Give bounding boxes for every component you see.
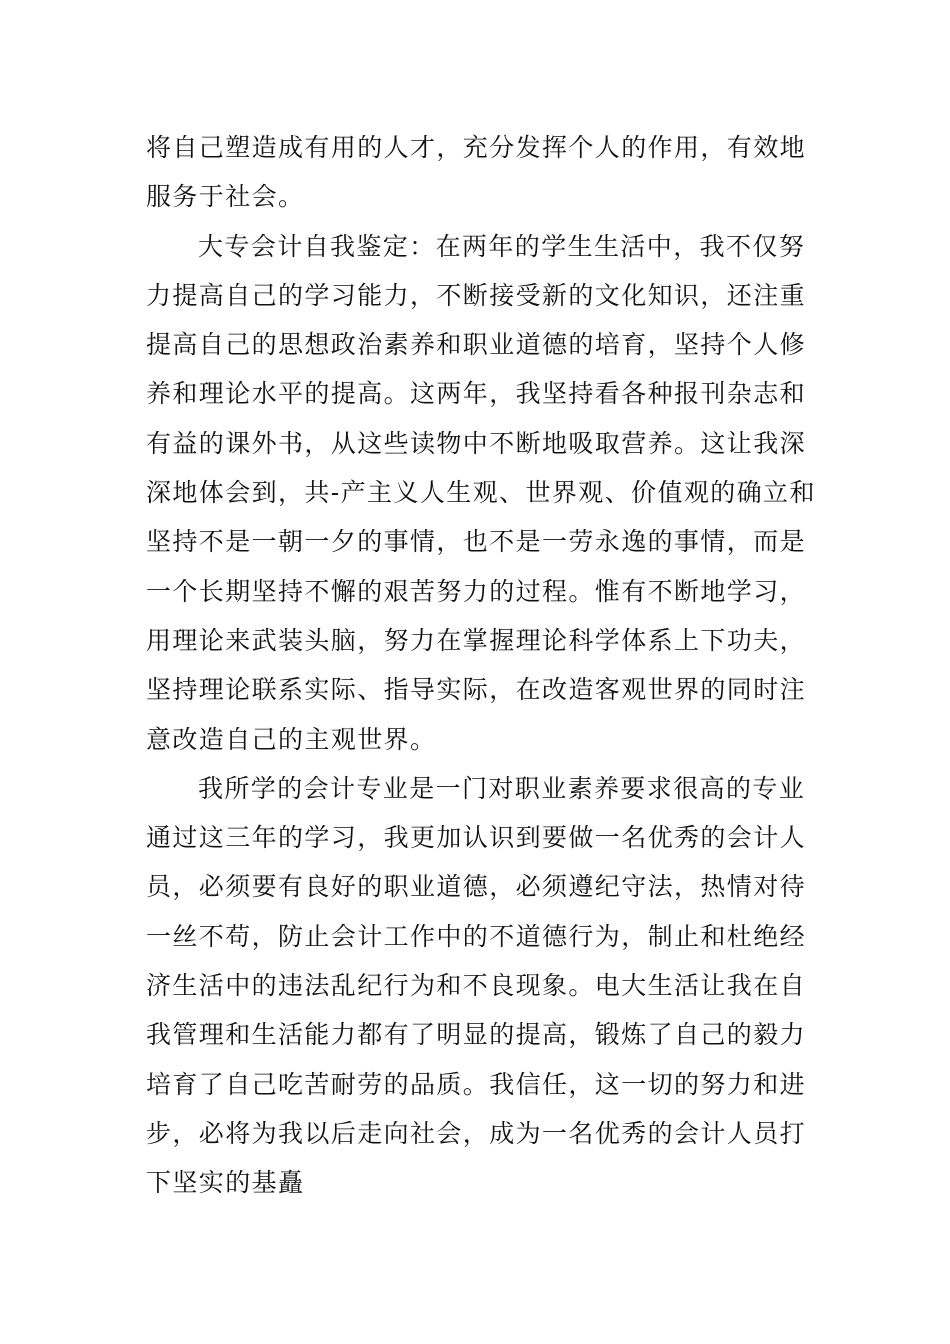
text-line: 有益的课外书，从这些读物中不断地吸取营养。这让我深 [146, 428, 807, 458]
paragraph-start-line: 大专会计自我鉴定：在两年的学生生活中，我不仅努 [198, 231, 806, 261]
text-line: 培育了自己吃苦耐劳的品质。我信任，这一切的努力和进 [146, 1069, 807, 1099]
text-line: 提高自己的思想政治素养和职业道德的培育，坚持个人修 [146, 330, 807, 360]
text-line: 坚持不是一朝一夕的事情，也不是一劳永逸的事情，而是 [146, 527, 807, 557]
text-line: 通过这三年的学习，我更加认识到要做一名优秀的会计人 [146, 823, 807, 853]
text-line: 下坚实的基矗 [146, 1168, 305, 1198]
text-line: 深地体会到，共-产主义人生观、世界观、价值观的确立和 [146, 478, 816, 508]
text-line: 坚持理论联系实际、指导实际，在改造客观世界的同时注 [146, 675, 807, 705]
paragraph-start-line: 我所学的会计专业是一门对职业素养要求很高的专业 [198, 773, 806, 803]
text-line: 一个长期坚持不懈的艰苦努力的过程。惟有不断地学习， [146, 576, 807, 606]
text-line: 养和理论水平的提高。这两年，我坚持看各种报刊杂志和 [146, 379, 807, 409]
text-line: 用理论来武装头脑，努力在掌握理论科学体系上下功夫， [146, 625, 807, 655]
text-line: 济生活中的违法乱纪行为和不良现象。电大生活让我在自 [146, 971, 807, 1001]
document-body-text [146, 123, 816, 1208]
text-line: 步，必将为我以后走向社会，成为一名优秀的会计人员打 [146, 1118, 807, 1148]
text-line: 将自己塑造成有用的人才，充分发挥个人的作用，有效地 [146, 133, 807, 162]
text-line: 意改造自己的主观世界。 [146, 724, 437, 754]
text-line: 一丝不苟，防止会计工作中的不道德行为，制止和杜绝经 [146, 921, 807, 951]
text-line: 我管理和生活能力都有了明显的提高，锻炼了自己的毅力 [146, 1020, 807, 1050]
text-line: 员，必须要有良好的职业道德，必须遵纪守法，热情对待 [146, 872, 807, 902]
text-line: 服务于社会。 [146, 182, 305, 212]
text-line: 力提高自己的学习能力，不断接受新的文化知识，还注重 [146, 280, 807, 310]
